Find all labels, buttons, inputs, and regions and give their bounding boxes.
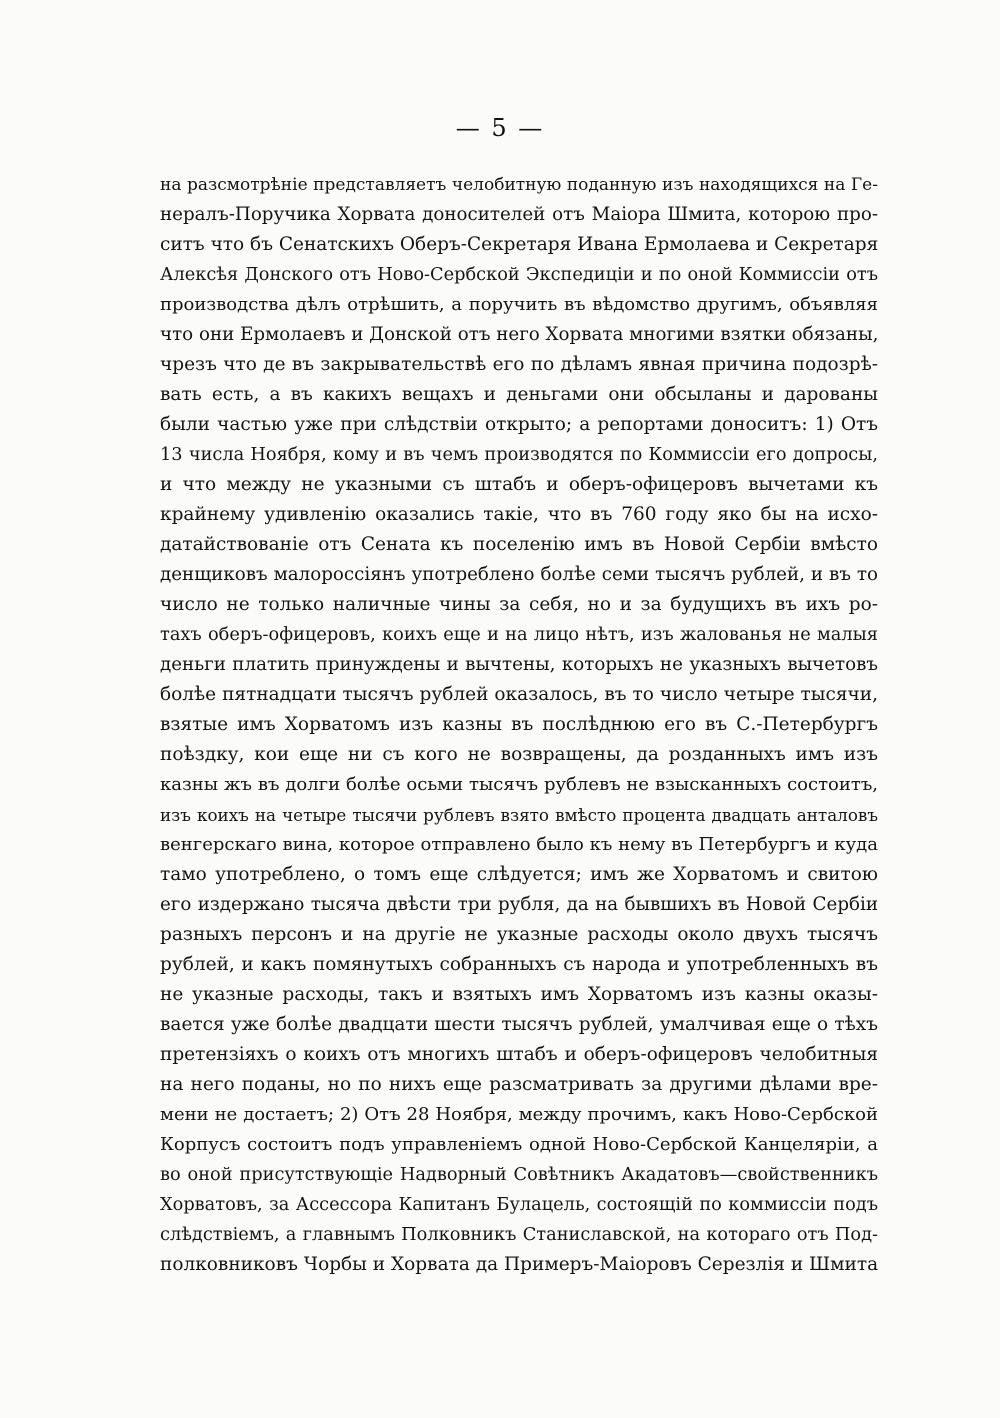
text-line: вать есть, а въ какихъ вещахъ и деньгами они обсыланы и дарованы xyxy=(160,384,878,405)
text-line: Корпусъ состоитъ подъ управленіемъ одной Ново-Сербской Канцеляріи, а xyxy=(160,1134,878,1155)
text-line: крайнему удивленію оказались такіе, что въ 760 году яко бы на исхо- xyxy=(160,504,878,525)
text-line: были частью уже при слѣдствіи открыто; а репортами доноситъ: 1) Отъ xyxy=(160,414,878,435)
text-line: полковниковъ Чорбы и Хорвата да Примеръ-Маіоровъ Серезлія и Шмита xyxy=(160,1254,878,1275)
text-line: нералъ-Поручика Хорвата доносителей отъ Маіора Шмита, которою про- xyxy=(160,204,878,225)
text-line: и что между не указными съ штабъ и оберъ-офицеровъ вычетами къ xyxy=(160,474,878,495)
text-line: разныхъ персонъ и на другіе не указные расходы около двухъ тысячъ xyxy=(160,924,878,945)
text-line: венгерскаго вина, которое отправлено было къ нему въ Петербургъ и куда xyxy=(160,834,878,855)
text-line: 13 числа Ноября, кому и въ чемъ производятся по Коммиссіи его допросы, xyxy=(160,445,878,465)
text-line: претензіяхъ о коихъ отъ многихъ штабъ и оберъ-офицеровъ челобитныя xyxy=(160,1044,878,1065)
text-line: Алексѣя Донского отъ Ново-Сербской Экспедиціи и по оной Коммиссіи отъ xyxy=(160,265,878,285)
text-line: чрезъ что де въ закрывательствѣ его по дѣламъ явная причина подозрѣ- xyxy=(160,354,878,375)
page-number: — 5 — xyxy=(455,114,545,142)
text-line: казны жъ въ долги болѣе осьми тысячъ рублевъ не взысканныхъ состоитъ, xyxy=(160,774,878,795)
text-line: вается уже болѣе двадцати шести тысячъ рублей, умалчивая еще о тѣхъ xyxy=(160,1014,878,1035)
text-line: производства дѣлъ отрѣшить, а поручить въ вѣдомство другимъ, объявляя xyxy=(160,294,878,315)
text-line: поѣздку, кои еще ни съ кого не возвращены, да розданныхъ имъ изъ xyxy=(160,744,878,765)
text-line: денщиковъ малороссіянъ употреблено болѣе семи тысячъ рублей, и въ то xyxy=(160,564,878,585)
text-line: на него поданы, но по нихъ еще разсматривать за другими дѣлами вре- xyxy=(160,1074,878,1095)
text-line: что они Ермолаевъ и Донской отъ него Хорвата многими взятки обязаны, xyxy=(160,324,878,345)
text-line: рублей, и какъ помянутыхъ собранныхъ съ народа и употребленныхъ въ xyxy=(160,954,878,975)
body-text xyxy=(160,170,878,1280)
text-line: во оной присутствующіе Надворный Совѣтникъ Акадатовъ—свойственникъ xyxy=(160,1165,878,1185)
text-line: слѣдствіемъ, а главнымъ Полковникъ Станиславской, на котораго отъ Под- xyxy=(160,1225,878,1245)
text-line: взятые имъ Хорватомъ изъ казны въ послѣднюю его въ С.-Петербургъ xyxy=(160,714,878,735)
text-line: тахъ оберъ-офицеровъ, коихъ еще и на лицо нѣтъ, изъ жалованья не малыя xyxy=(160,625,878,645)
text-line: не указные расходы, такъ и взятыхъ имъ Хорватомъ изъ казны оказы- xyxy=(160,984,878,1005)
text-line: изъ коихъ на четыре тысячи рублевъ взято вмѣсто процента двадцать анталовъ xyxy=(160,805,878,825)
text-line: Хорватовъ, за Ассессора Капитанъ Булацель, состоящій по коммиссіи подъ xyxy=(160,1195,878,1215)
text-line: ситъ что бъ Сенатскихъ Оберъ-Секретаря Ивана Ермолаева и Секретаря xyxy=(160,234,878,255)
text-line: мени не достаетъ; 2) Отъ 28 Ноября, между прочимъ, какъ Ново-Сербской xyxy=(160,1104,878,1125)
text-line: его издержано тысяча двѣсти три рубля, да на бывшихъ въ Новой Сербіи xyxy=(160,894,878,915)
text-line: болѣе пятнадцати тысячъ рублей оказалось, въ то число четыре тысячи, xyxy=(160,684,878,705)
text-line: тамо употреблено, о томъ еще слѣдуется; имъ же Хорватомъ и свитою xyxy=(160,864,878,885)
text-line: на разсмотрѣніе представляетъ челобитную поданную изъ находящихся на Ге- xyxy=(160,175,878,195)
text-line: датайствованіе отъ Сената къ поселенію имъ въ Новой Сербіи вмѣсто xyxy=(160,534,878,555)
text-line: число не только наличные чины за себя, но и за будущихъ въ ихъ ро- xyxy=(160,594,878,615)
text-line: деньги платить принуждены и вычтены, которыхъ не указныхъ вычетовъ xyxy=(160,654,878,675)
